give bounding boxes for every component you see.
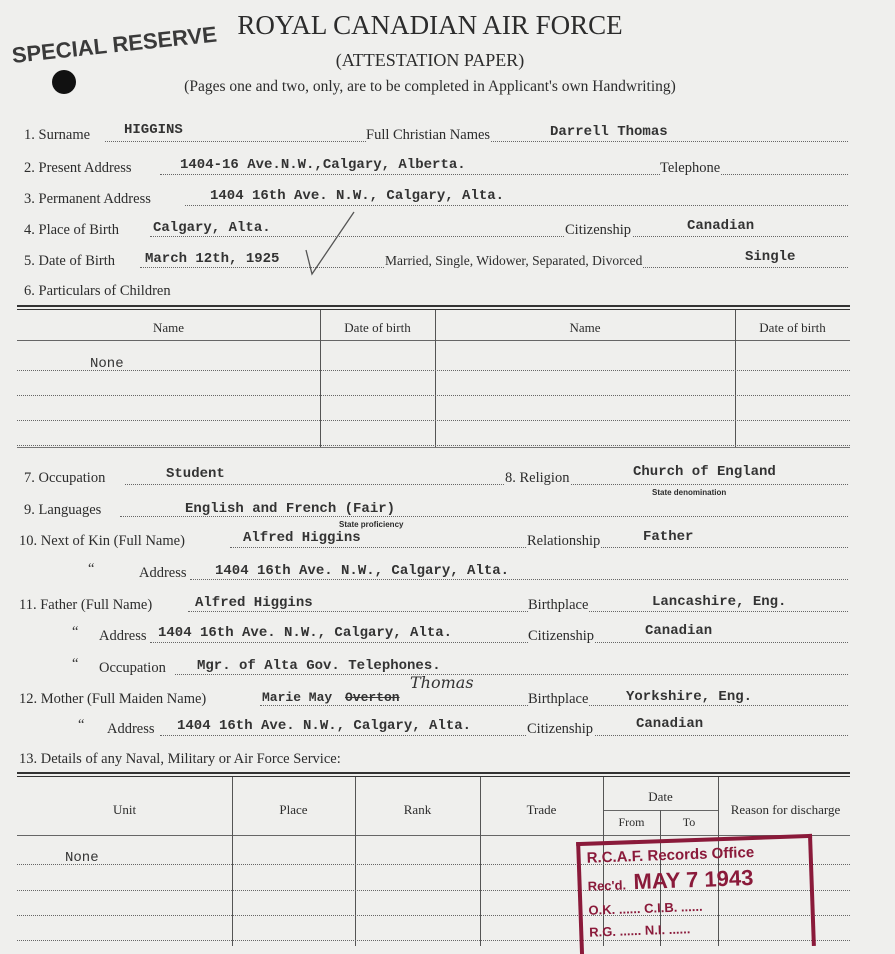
languages-label: 9. Languages xyxy=(24,502,102,518)
mother-address-value: 1404 16th Ave. N.W., Calgary, Alta. xyxy=(177,718,472,734)
service-col-unit: Unit xyxy=(112,802,137,817)
children-col-dob: Date of birth xyxy=(344,320,411,335)
stamp-date: MAY 7 1943 xyxy=(633,864,754,895)
row-permanent-address xyxy=(0,188,895,208)
father-address-label: Address xyxy=(99,628,147,644)
christian-names-value: Darrell Thomas xyxy=(550,124,668,140)
children-label: 6. Particulars of Children xyxy=(24,283,171,299)
page-title: ROYAL CANADIAN AIR FORCE xyxy=(237,10,623,40)
records-office-stamp xyxy=(576,834,816,954)
place-of-birth-label: 4. Place of Birth xyxy=(24,222,120,238)
religion-hint: State denomination xyxy=(652,488,727,497)
marital-status-label: Married, Single, Widower, Separated, Divorced xyxy=(385,253,643,268)
special-reserve-stamp: SPECIAL RESERVE xyxy=(10,21,218,68)
child-name-value: None xyxy=(90,356,124,372)
place-of-birth-value: Calgary, Alta. xyxy=(153,220,271,236)
mother-struck-name: Overton xyxy=(345,690,400,705)
mother-address-label: Address xyxy=(107,721,155,737)
stamp-line4: R.G. ...... N.I. ...... xyxy=(589,921,691,940)
row-next-of-kin xyxy=(0,530,895,550)
service-unit-value: None xyxy=(65,850,99,866)
service-col-place: Place xyxy=(279,802,308,817)
ditto-mark: “ xyxy=(72,656,79,672)
check-mark xyxy=(300,208,360,278)
religion-label: 8. Religion xyxy=(505,470,570,486)
surname-label: 1. Surname xyxy=(24,127,91,143)
row-languages xyxy=(0,499,895,519)
stamp-line1: R.C.A.F. Records Office xyxy=(586,843,755,867)
page-subtitle: (ATTESTATION PAPER) xyxy=(335,50,525,70)
row-mother-address xyxy=(0,718,895,738)
father-value: Alfred Higgins xyxy=(195,595,313,611)
service-col-date: Date xyxy=(648,789,673,804)
service-col-rank: Rank xyxy=(403,802,432,817)
row-surname xyxy=(0,124,895,144)
children-col-name-2: Name xyxy=(569,320,601,335)
father-address-value: 1404 16th Ave. N.W., Calgary, Alta. xyxy=(158,625,453,641)
mother-citizenship-label: Citizenship xyxy=(527,721,594,737)
mother-citizenship-value: Canadian xyxy=(636,716,704,732)
father-citizenship-label: Citizenship xyxy=(528,628,595,644)
telephone-label: Telephone xyxy=(660,160,721,176)
father-birthplace-value: Lancashire, Eng. xyxy=(652,594,787,610)
present-address-value: 1404-16 Ave.N.W.,Calgary, Alberta. xyxy=(180,157,466,173)
citizenship-value: Canadian xyxy=(687,218,755,234)
father-occupation-value: Mgr. of Alta Gov. Telephones. xyxy=(197,658,441,674)
next-of-kin-label: 10. Next of Kin (Full Name) xyxy=(19,533,185,549)
row-father xyxy=(0,594,895,614)
permanent-address-value: 1404 16th Ave. N.W., Calgary, Alta. xyxy=(210,188,505,204)
father-citizenship-value: Canadian xyxy=(645,623,713,639)
occupation-label: 7. Occupation xyxy=(24,470,106,486)
row-present-address xyxy=(0,157,895,177)
mother-handwritten-correction: Thomas xyxy=(410,673,474,692)
kin-address-value: 1404 16th Ave. N.W., Calgary, Alta. xyxy=(215,563,510,579)
service-label: 13. Details of any Naval, Military or Air Force Service: xyxy=(19,751,341,767)
service-col-to: To xyxy=(682,815,696,829)
occupation-value: Student xyxy=(166,466,225,482)
kin-address-label: Address xyxy=(139,565,187,581)
row-date-of-birth xyxy=(0,250,895,270)
stamp-received-label: Rec'd. xyxy=(587,877,627,894)
permanent-address-label: 3. Permanent Address xyxy=(24,191,151,207)
next-of-kin-value: Alfred Higgins xyxy=(243,530,361,546)
service-col-trade: Trade xyxy=(526,802,557,817)
instruction-text: (Pages one and two, only, are to be completed in Applicant's own Handwriting) xyxy=(184,78,676,95)
father-birthplace-label: Birthplace xyxy=(528,597,589,613)
languages-value: English and French (Fair) xyxy=(185,501,396,517)
row-place-of-birth xyxy=(0,219,895,239)
row-kin-address xyxy=(0,562,895,582)
christian-names-label: Full Christian Names xyxy=(366,127,491,143)
father-label: 11. Father (Full Name) xyxy=(19,597,153,613)
ditto-mark: “ xyxy=(88,561,95,577)
mother-birthplace-label: Birthplace xyxy=(528,691,589,707)
mother-label: 12. Mother (Full Maiden Name) xyxy=(19,691,207,707)
mother-birthplace-value: Yorkshire, Eng. xyxy=(626,689,753,705)
religion-value: Church of England xyxy=(633,464,776,480)
languages-hint: State proficiency xyxy=(339,520,404,529)
relationship-label: Relationship xyxy=(527,533,601,549)
relationship-value: Father xyxy=(643,529,694,545)
row-occupation xyxy=(0,464,895,487)
citizenship-label: Citizenship xyxy=(565,222,632,238)
mother-value: Marie May xyxy=(262,690,333,705)
children-col-name: Name xyxy=(152,320,185,335)
marital-status-value: Single xyxy=(745,249,796,265)
date-of-birth-label: 5. Date of Birth xyxy=(24,253,116,269)
ditto-mark: “ xyxy=(72,624,79,640)
service-col-from: From xyxy=(618,815,645,829)
service-col-reason: Reason for discharge xyxy=(730,802,841,817)
father-occupation-label: Occupation xyxy=(99,660,166,676)
present-address-label: 2. Present Address xyxy=(24,160,132,176)
stamp-line3: O.K. ...... C.I.B. ...... xyxy=(588,898,703,918)
row-father-address xyxy=(0,625,895,645)
children-col-dob-2: Date of birth xyxy=(759,320,826,335)
surname-value: HIGGINS xyxy=(124,122,183,138)
date-of-birth-value: March 12th, 1925 xyxy=(145,251,280,267)
ditto-mark: “ xyxy=(78,717,85,733)
